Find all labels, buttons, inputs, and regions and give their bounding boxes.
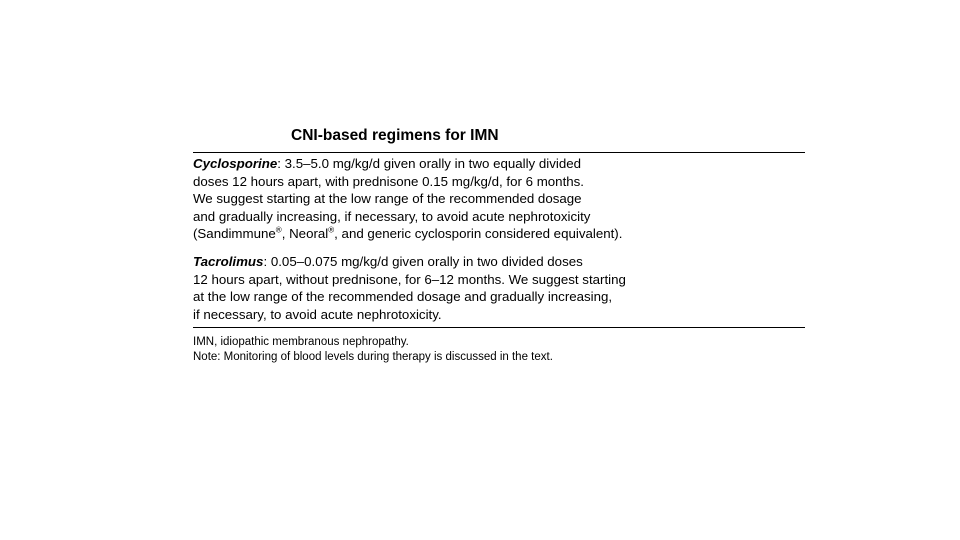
cyclosporine-brand-sandimmune: (Sandimmune: [193, 226, 276, 242]
tacrolimus-line-3: at the low range of the recommended dosage and gradually increasing,: [193, 289, 613, 305]
regimen-table: [193, 126, 805, 364]
cyclosporine-line-5: [193, 225, 805, 243]
cyclosporine-text-end: , and generic cyclosporin considered equivalent).: [334, 226, 623, 242]
tacrolimus-line-4: if necessary, to avoid acute nephrotoxicity.: [193, 306, 442, 322]
cyclosporine-line-2: doses 12 hours apart, with prednisone 0.15 mg/kg/d, for 6 months.: [193, 173, 585, 189]
tacrolimus-line-2: 12 hours apart, without prednisone, for 6–12 months. We suggest starting: [193, 271, 626, 287]
registered-mark: ®: [328, 225, 335, 235]
tacrolimus-line-1: [193, 253, 805, 271]
footnote-abbreviation: IMN, idiopathic membranous nephropathy.: [193, 336, 409, 349]
footnotes: [193, 328, 805, 364]
cyclosporine-line-3: We suggest starting at the low range of the recommended dosage: [193, 191, 582, 207]
cyclosporine-text-1: : 3.5–5.0 mg/kg/d given orally in two equally divided: [277, 156, 582, 171]
registered-mark: ®: [275, 225, 282, 235]
cyclosporine-line-1: [193, 155, 805, 173]
cyclosporine-entry: [193, 153, 805, 243]
tacrolimus-entry: [193, 243, 805, 327]
table-title: CNI-based regimens for IMN: [291, 127, 499, 144]
cyclosporine-brand-neoral: , Neoral: [281, 226, 329, 242]
tacrolimus-drug-name: Tacrolimus: [193, 253, 264, 269]
footnote-note: Note: Monitoring of blood levels during therapy is discussed in the text.: [193, 350, 553, 363]
cyclosporine-drug-name: Cyclosporine: [193, 156, 278, 171]
cyclosporine-line-4: and gradually increasing, if necessary, to avoid acute nephrotoxicity: [193, 208, 591, 224]
tacrolimus-text-1: : 0.05–0.075 mg/kg/d given orally in two divided doses: [263, 253, 583, 269]
